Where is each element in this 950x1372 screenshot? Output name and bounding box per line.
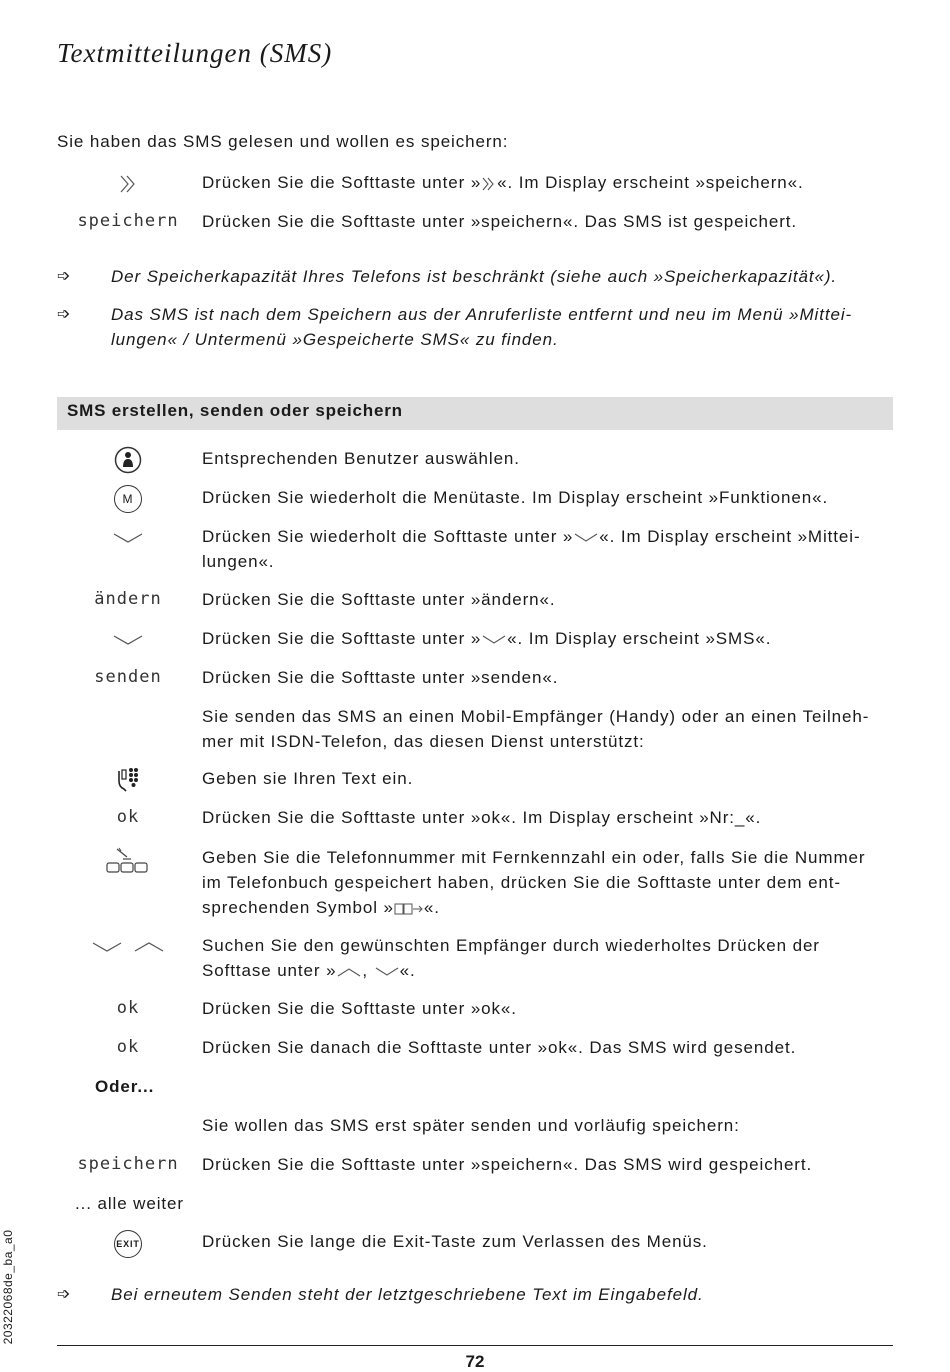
step-text: Drücken Sie die Softtaste unter »ok«.	[202, 999, 517, 1018]
step-text: Drücken Sie die Softtaste unter »ändern«.	[202, 590, 556, 609]
section-title: SMS erstellen, senden oder speichern	[67, 401, 403, 420]
step-text: Drücken Sie wiederholt die Menütaste. Im Display erscheint »Funktionen«.	[202, 488, 829, 507]
note-text: Der Speicherkapazität Ihres Telefons ist beschränkt (siehe auch »Speicherkapazität«).	[111, 267, 838, 286]
softkey-label: speichern	[77, 211, 179, 231]
user-key-icon	[60, 446, 196, 474]
step-text: Drücken Sie die Softtaste unter »speichern«. Das SMS ist gespeichert.	[202, 212, 798, 231]
note-text: Das SMS ist nach dem Speichern aus der Anruferliste entfernt und neu im Menü »Mittei-lungen« / Untermenü »Gespeicherte SMS« zu finden.	[111, 305, 853, 349]
section-header	[57, 397, 893, 430]
double-chevron-icon	[60, 170, 196, 195]
note-text: Bei erneutem Senden steht der letztgeschriebene Text im Eingabefeld.	[111, 1285, 704, 1304]
keypad-icon	[60, 766, 196, 793]
softkey-label: speichern	[77, 1154, 179, 1174]
footer-divider	[57, 1345, 893, 1346]
softkey-label: senden	[94, 667, 162, 687]
softkey-label: ok	[116, 1037, 140, 1057]
step-text: Sie senden das SMS an einen Mobil-Empfänger (Handy) oder an einen Teilneh- mer mit ISDN-Telefon, das diesen Dienst unterstützt:	[202, 707, 870, 751]
step-text: Geben Sie die Telefonnummer mit Fernkennzahl ein oder, falls Sie die Nummer im Telefonbuch gespeichert haben, drücken Sie die Softtaste unter dem ent- sprechenden Symbol » «.	[202, 848, 866, 917]
arrow-right-icon: ➩	[57, 306, 72, 323]
phonebook-icon	[60, 845, 196, 875]
step-text: Suchen Sie den gewünschten Empfänger durch wiederholtes Drücken der Softtase unter » , «.	[202, 936, 820, 980]
step-text: Sie wollen das SMS erst später senden und vorläufig speichern:	[202, 1116, 740, 1135]
chevron-down-up-icon	[60, 933, 196, 958]
chevron-down-icon	[60, 524, 196, 549]
softkey-label: ok	[116, 998, 140, 1018]
arrow-right-icon: ➩	[57, 1286, 72, 1303]
chevron-down-icon	[60, 626, 196, 651]
oder-label: Oder...	[95, 1077, 155, 1096]
step-text: Drücken Sie wiederholt die Softtaste unter » «. Im Display erscheint »Mittei- lungen«.	[202, 527, 861, 571]
alle-weiter-label: ... alle weiter	[75, 1194, 184, 1213]
menu-key-icon: M	[60, 485, 196, 513]
step-text: Drücken Sie die Softtaste unter » «. Im Display erscheint »speichern«.	[202, 173, 804, 192]
document-code: 20322068de_ba_a0	[1, 1229, 15, 1345]
step-text: Drücken Sie lange die Exit-Taste zum Verlassen des Menüs.	[202, 1232, 708, 1251]
step-text: Geben sie Ihren Text ein.	[202, 769, 414, 788]
softkey-label: ok	[116, 807, 140, 827]
exit-key-icon: EXIT	[60, 1229, 196, 1258]
step-text: Drücken Sie die Softtaste unter »ok«. Im Display erscheint »Nr:_«.	[202, 808, 762, 827]
softkey-label: ändern	[94, 589, 162, 609]
page-number: 72	[465, 1352, 485, 1371]
page-title: Textmitteilungen (SMS)	[57, 38, 333, 68]
step-text: Drücken Sie die Softtaste unter »speichern«. Das SMS wird gespeichert.	[202, 1155, 813, 1174]
intro-text: Sie haben das SMS gelesen und wollen es speichern:	[57, 132, 509, 151]
step-text: Drücken Sie die Softtaste unter » «. Im Display erscheint »SMS«.	[202, 629, 772, 648]
step-text: Drücken Sie danach die Softtaste unter »ok«. Das SMS wird gesendet.	[202, 1038, 797, 1057]
step-text: Entsprechenden Benutzer auswählen.	[202, 449, 520, 468]
step-text: Drücken Sie die Softtaste unter »senden«.	[202, 668, 559, 687]
arrow-right-icon: ➩	[57, 268, 72, 285]
